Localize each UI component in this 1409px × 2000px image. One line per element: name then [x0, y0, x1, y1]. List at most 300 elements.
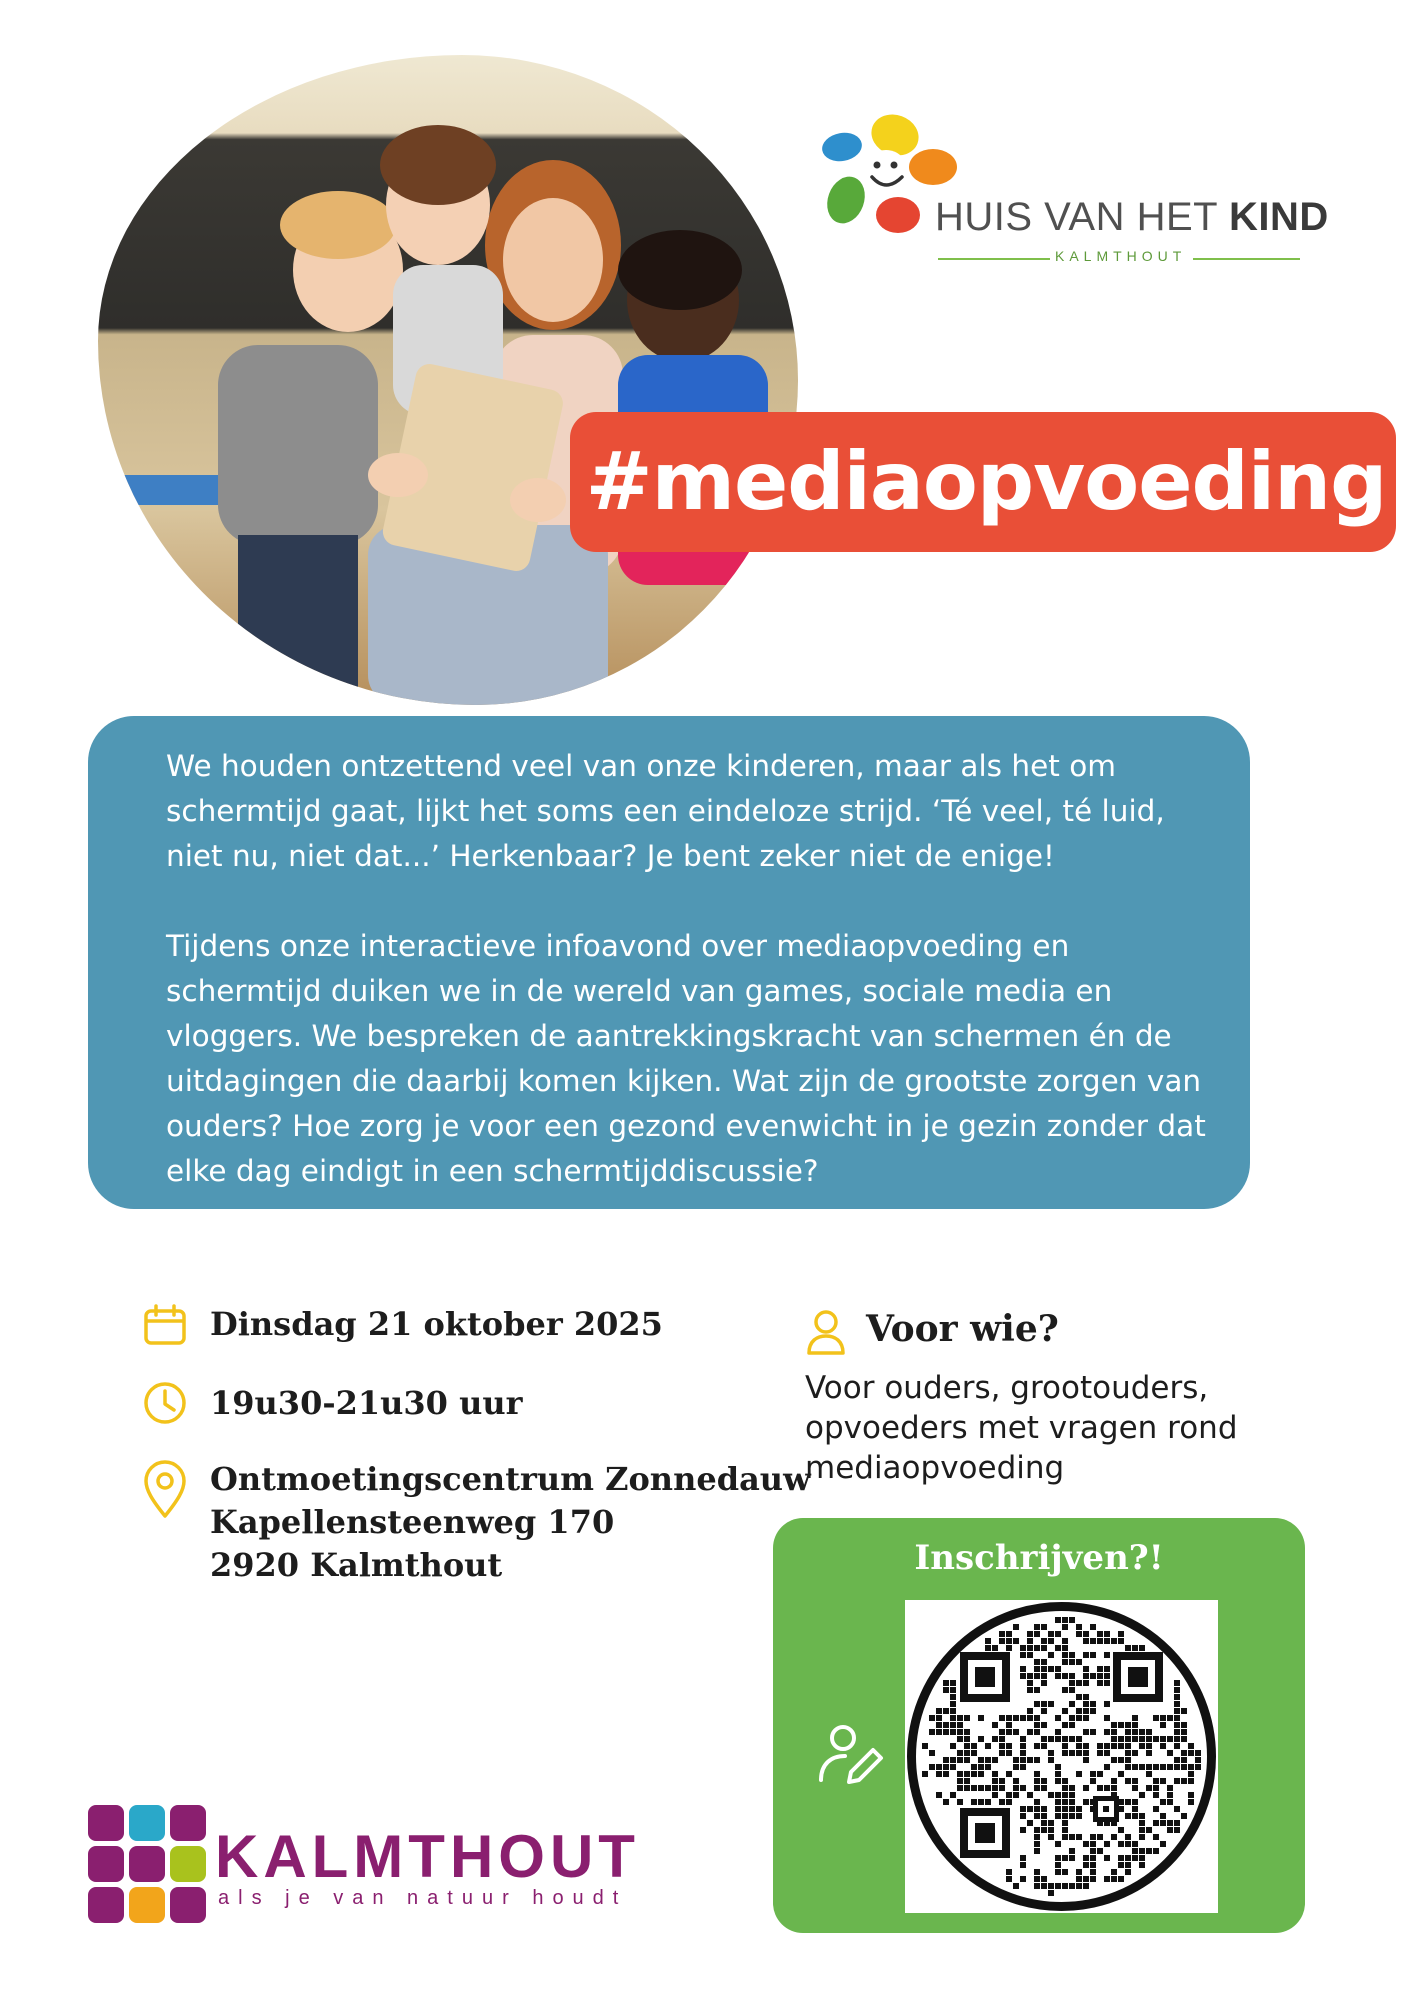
qr-module [1062, 1883, 1068, 1889]
qr-module [1181, 1736, 1187, 1742]
qr-module [1132, 1841, 1138, 1847]
qr-module [1020, 1652, 1026, 1658]
qr-module [1118, 1757, 1124, 1763]
qr-module [1069, 1736, 1075, 1742]
qr-module [1062, 1799, 1068, 1805]
qr-module [1034, 1715, 1040, 1721]
qr-module [950, 1764, 956, 1770]
qr-module [1069, 1652, 1075, 1658]
qr-module [1006, 1771, 1012, 1777]
qr-module [1104, 1841, 1110, 1847]
qr-module [1111, 1743, 1117, 1749]
qr-module [943, 1680, 949, 1686]
qr-module [978, 1764, 984, 1770]
qr-module [1041, 1666, 1047, 1672]
qr-module [1055, 1883, 1061, 1889]
qr-module [1090, 1652, 1096, 1658]
qr-module [1055, 1841, 1061, 1847]
qr-module [992, 1792, 998, 1798]
qr-module [1083, 1876, 1089, 1882]
for-who-title: Voor wie? [866, 1308, 1059, 1350]
qr-module [1062, 1617, 1068, 1623]
qr-module [1076, 1715, 1082, 1721]
qr-module [1160, 1799, 1166, 1805]
qr-module [943, 1799, 949, 1805]
qr-module [1090, 1848, 1096, 1854]
qr-module [1041, 1673, 1047, 1679]
qr-module [1048, 1890, 1054, 1896]
qr-module [1118, 1862, 1124, 1868]
qr-module [1034, 1624, 1040, 1630]
qr-module [999, 1715, 1005, 1721]
qr-module [1034, 1799, 1040, 1805]
qr-module [1027, 1680, 1033, 1686]
kalmthout-logo-tagline: als je van natuur houdt [218, 1887, 628, 1909]
qr-module [1055, 1813, 1061, 1819]
qr-module [1062, 1722, 1068, 1728]
qr-module [1076, 1624, 1082, 1630]
qr-module [1020, 1827, 1026, 1833]
qr-module [1090, 1708, 1096, 1714]
qr-module [1174, 1680, 1180, 1686]
qr-module [1146, 1785, 1152, 1791]
qr-module [1132, 1813, 1138, 1819]
qr-module [929, 1715, 935, 1721]
qr-module [1167, 1764, 1173, 1770]
qr-module [1062, 1827, 1068, 1833]
qr-module [1132, 1736, 1138, 1742]
qr-module [1167, 1799, 1173, 1805]
qr-module [1041, 1659, 1047, 1665]
qr-module [957, 1785, 963, 1791]
qr-module [1013, 1638, 1019, 1644]
qr-module [1118, 1638, 1124, 1644]
qr-module [1104, 1673, 1110, 1679]
qr-module [1062, 1645, 1068, 1651]
qr-module [964, 1750, 970, 1756]
qr-module [1139, 1736, 1145, 1742]
qr-module [1055, 1869, 1061, 1875]
qr-module [1174, 1701, 1180, 1707]
qr-module [1139, 1813, 1145, 1819]
qr-module [1055, 1617, 1061, 1623]
qr-module [957, 1736, 963, 1742]
qr-module [1034, 1771, 1040, 1777]
qr-module [1132, 1848, 1138, 1854]
qr-module [992, 1757, 998, 1763]
qr-module [1062, 1743, 1068, 1749]
qr-module [957, 1771, 963, 1777]
qr-module [1181, 1757, 1187, 1763]
qr-module [1167, 1785, 1173, 1791]
qr-module [1055, 1736, 1061, 1742]
qr-module [1069, 1792, 1075, 1798]
qr-module [1006, 1715, 1012, 1721]
qr-module [1027, 1715, 1033, 1721]
qr-module [1055, 1645, 1061, 1651]
qr-module [971, 1750, 977, 1756]
qr-module [1055, 1799, 1061, 1805]
qr-module [1034, 1659, 1040, 1665]
qr-module [1083, 1743, 1089, 1749]
qr-module [1132, 1806, 1138, 1812]
qr-module [1055, 1778, 1061, 1784]
qr-module [1062, 1708, 1068, 1714]
qr-module [1076, 1694, 1082, 1700]
location-city: 2920 Kalmthout [210, 1546, 503, 1584]
qr-module [1062, 1652, 1068, 1658]
qr-module [1062, 1673, 1068, 1679]
qr-module [1041, 1624, 1047, 1630]
qr-module [1041, 1736, 1047, 1742]
qr-module [1048, 1666, 1054, 1672]
qr-module [999, 1631, 1005, 1637]
qr-module [1034, 1883, 1040, 1889]
qr-module [1125, 1841, 1131, 1847]
qr-module [1055, 1666, 1061, 1672]
qr-module [1104, 1680, 1110, 1686]
qr-module [1125, 1799, 1131, 1805]
qr-module [1069, 1806, 1075, 1812]
qr-module [1111, 1638, 1117, 1644]
qr-module [1027, 1820, 1033, 1826]
qr-module [1013, 1757, 1019, 1763]
qr-module [1062, 1750, 1068, 1756]
qr-module [1055, 1862, 1061, 1868]
qr-module [1139, 1764, 1145, 1770]
qr-module [978, 1757, 984, 1763]
qr-module [1076, 1813, 1082, 1819]
qr-module [1069, 1687, 1075, 1693]
qr-module [1153, 1736, 1159, 1742]
qr-module [1034, 1841, 1040, 1847]
qr-module [1048, 1883, 1054, 1889]
qr-module [1083, 1638, 1089, 1644]
qr-module [1097, 1834, 1103, 1840]
qr-module [992, 1785, 998, 1791]
qr-module [1076, 1750, 1082, 1756]
qr-module [1167, 1827, 1173, 1833]
qr-code-icon [905, 1600, 1218, 1913]
qr-module [1125, 1834, 1131, 1840]
qr-module [1167, 1736, 1173, 1742]
qr-module [1076, 1743, 1082, 1749]
qr-module [1006, 1631, 1012, 1637]
qr-module [1174, 1778, 1180, 1784]
qr-module [1118, 1771, 1124, 1777]
qr-module [1139, 1645, 1145, 1651]
qr-module [1132, 1729, 1138, 1735]
qr-module [957, 1778, 963, 1784]
qr-module [950, 1722, 956, 1728]
qr-module [1174, 1757, 1180, 1763]
qr-module [1041, 1645, 1047, 1651]
qr-module [1083, 1680, 1089, 1686]
qr-module [1034, 1757, 1040, 1763]
qr-module [950, 1701, 956, 1707]
qr-module [1125, 1729, 1131, 1735]
hero-photo [98, 55, 798, 705]
qr-module [978, 1715, 984, 1721]
qr-module [985, 1764, 991, 1770]
qr-module [950, 1680, 956, 1686]
qr-module [1062, 1736, 1068, 1742]
qr-module [964, 1729, 970, 1735]
qr-module [950, 1792, 956, 1798]
qr-module [1062, 1869, 1068, 1875]
qr-module [1062, 1834, 1068, 1840]
qr-module [1111, 1834, 1117, 1840]
qr-module [1139, 1827, 1145, 1833]
qr-module [971, 1764, 977, 1770]
qr-module [1097, 1785, 1103, 1791]
qr-module [1055, 1631, 1061, 1637]
qr-module [1069, 1883, 1075, 1889]
qr-module [1034, 1848, 1040, 1854]
qr-module [1062, 1785, 1068, 1791]
qr-module [1076, 1806, 1082, 1812]
qr-module [1090, 1876, 1096, 1882]
qr-module [1104, 1631, 1110, 1637]
qr-module [1132, 1764, 1138, 1770]
qr-module [964, 1785, 970, 1791]
qr-module [1104, 1743, 1110, 1749]
qr-module [1076, 1680, 1082, 1686]
qr-module [964, 1743, 970, 1749]
qr-module [1125, 1743, 1131, 1749]
qr-module [1076, 1631, 1082, 1637]
qr-module [1195, 1750, 1201, 1756]
qr-module [971, 1743, 977, 1749]
qr-module [999, 1785, 1005, 1791]
qr-module [1020, 1736, 1026, 1742]
qr-module [978, 1785, 984, 1791]
qr-module [1090, 1701, 1096, 1707]
qr-module [1167, 1820, 1173, 1826]
qr-module [978, 1771, 984, 1777]
qr-module [1104, 1701, 1110, 1707]
qr-module [929, 1750, 935, 1756]
qr-module [999, 1638, 1005, 1644]
qr-module [1041, 1820, 1047, 1826]
qr-module [1090, 1862, 1096, 1868]
qr-module [1097, 1631, 1103, 1637]
qr-module [1181, 1729, 1187, 1735]
qr-module [1041, 1876, 1047, 1882]
qr-module [1153, 1806, 1159, 1812]
hvk-divider-right [1193, 258, 1300, 260]
event-location [210, 1458, 811, 1587]
qr-module [950, 1694, 956, 1700]
qr-module [1041, 1827, 1047, 1833]
qr-module [1041, 1778, 1047, 1784]
qr-module [1041, 1785, 1047, 1791]
qr-module [922, 1771, 928, 1777]
qr-module [1006, 1743, 1012, 1749]
qr-module [1013, 1785, 1019, 1791]
qr-module [1027, 1708, 1033, 1714]
qr-module [1111, 1729, 1117, 1735]
qr-module [1125, 1757, 1131, 1763]
qr-module [1104, 1855, 1110, 1861]
qr-module [936, 1722, 942, 1728]
qr-module [1069, 1834, 1075, 1840]
qr-module [1069, 1750, 1075, 1756]
qr-module [992, 1722, 998, 1728]
qr-module [1097, 1666, 1103, 1672]
qr-module [1034, 1645, 1040, 1651]
qr-module [1153, 1848, 1159, 1854]
qr-module [1069, 1617, 1075, 1623]
qr-module [1034, 1687, 1040, 1693]
qr-module [936, 1764, 942, 1770]
qr-module [992, 1645, 998, 1651]
qr-module [1160, 1722, 1166, 1728]
qr-module [1048, 1792, 1054, 1798]
location-pin-icon [142, 1460, 188, 1520]
qr-module [1027, 1792, 1033, 1798]
qr-module [1041, 1883, 1047, 1889]
calendar-icon [142, 1303, 188, 1349]
qr-module [1111, 1869, 1117, 1875]
qr-module [1083, 1883, 1089, 1889]
qr-module [1034, 1785, 1040, 1791]
qr-module [964, 1757, 970, 1763]
qr-module [1013, 1792, 1019, 1798]
qr-module [1125, 1764, 1131, 1770]
qr-module [1006, 1722, 1012, 1728]
qr-module [1188, 1771, 1194, 1777]
qr-module [1090, 1778, 1096, 1784]
hvk-divider-left [938, 258, 1050, 260]
qr-module [985, 1638, 991, 1644]
qr-module [1076, 1771, 1082, 1777]
qr-module [1132, 1722, 1138, 1728]
qr-module [1076, 1736, 1082, 1742]
qr-module [1118, 1841, 1124, 1847]
qr-module [1132, 1750, 1138, 1756]
qr-module [1034, 1813, 1040, 1819]
registration-qr-code[interactable] [905, 1600, 1218, 1913]
qr-module [1111, 1736, 1117, 1742]
huis-van-het-kind-logo [820, 105, 1310, 265]
qr-module [1034, 1827, 1040, 1833]
qr-module [1188, 1792, 1194, 1798]
qr-module [1020, 1855, 1026, 1861]
qr-module [1062, 1813, 1068, 1819]
qr-module [1069, 1799, 1075, 1805]
qr-module [1139, 1792, 1145, 1798]
qr-module [1034, 1729, 1040, 1735]
qr-module [1125, 1862, 1131, 1868]
qr-module [1020, 1813, 1026, 1819]
qr-module [1062, 1778, 1068, 1784]
qr-module [1041, 1680, 1047, 1686]
qr-module [1020, 1785, 1026, 1791]
qr-module [1013, 1883, 1019, 1889]
qr-module [1041, 1638, 1047, 1644]
qr-module [1083, 1750, 1089, 1756]
qr-module [1139, 1848, 1145, 1854]
qr-module [1006, 1869, 1012, 1875]
children-with-tablet-illustration [98, 55, 798, 705]
qr-module [1027, 1673, 1033, 1679]
qr-module [978, 1799, 984, 1805]
qr-module [1055, 1764, 1061, 1770]
qr-module [1097, 1750, 1103, 1756]
qr-module [1027, 1638, 1033, 1644]
qr-module [1048, 1750, 1054, 1756]
qr-module [1174, 1827, 1180, 1833]
hvk-title-bold: KIND [1228, 195, 1329, 239]
qr-module [1034, 1778, 1040, 1784]
qr-module [1125, 1778, 1131, 1784]
qr-module [1090, 1638, 1096, 1644]
qr-module [1104, 1715, 1110, 1721]
qr-module [1111, 1722, 1117, 1728]
qr-module [1020, 1764, 1026, 1770]
qr-module [1188, 1750, 1194, 1756]
qr-module [1153, 1785, 1159, 1791]
qr-module [1076, 1659, 1082, 1665]
qr-module [1048, 1701, 1054, 1707]
qr-module [1083, 1701, 1089, 1707]
qr-module [1020, 1666, 1026, 1672]
qr-module [936, 1715, 942, 1721]
qr-module [1132, 1855, 1138, 1861]
qr-module [943, 1764, 949, 1770]
qr-module [1153, 1715, 1159, 1721]
qr-module [1125, 1813, 1131, 1819]
qr-module [943, 1771, 949, 1777]
qr-module [1104, 1652, 1110, 1658]
intro-text-box [88, 716, 1250, 1209]
qr-module [971, 1799, 977, 1805]
qr-module [1055, 1771, 1061, 1777]
intro-paragraph-2: Tijdens onze interactieve infoavond over mediaopvoeding en schermtijd duiken we in de wereld van games, sociale media en vloggers. We bespreken de aantrekkingskracht van schermen én de uitdagingen die daarbij komen kijken. Wat zijn de grootste zorgen van ouders? Hoe zorg je voor een gezond evenwicht in je gezin zonder dat elke dag eindigt in een schermtijddiscussie? [166, 929, 1206, 1188]
qr-module [1083, 1855, 1089, 1861]
qr-module [992, 1736, 998, 1742]
qr-module [1027, 1645, 1033, 1651]
qr-module [1013, 1778, 1019, 1784]
qr-module [1055, 1806, 1061, 1812]
qr-module [1146, 1750, 1152, 1756]
qr-module [1195, 1757, 1201, 1763]
qr-module [1153, 1820, 1159, 1826]
qr-module [1020, 1876, 1026, 1882]
qr-module [1069, 1813, 1075, 1819]
qr-module [1027, 1687, 1033, 1693]
qr-module [943, 1722, 949, 1728]
qr-module [1062, 1638, 1068, 1644]
qr-module [1090, 1834, 1096, 1840]
qr-module [1174, 1806, 1180, 1812]
qr-module [1132, 1785, 1138, 1791]
qr-module [1125, 1722, 1131, 1728]
qr-module [1111, 1757, 1117, 1763]
qr-module [1125, 1855, 1131, 1861]
qr-module [1090, 1855, 1096, 1861]
qr-module [1167, 1715, 1173, 1721]
qr-module [1125, 1645, 1131, 1651]
qr-module [1174, 1687, 1180, 1693]
qr-module [1139, 1834, 1145, 1840]
qr-module [999, 1778, 1005, 1784]
qr-module [1083, 1708, 1089, 1714]
qr-module [1083, 1631, 1089, 1637]
qr-module [1083, 1666, 1089, 1672]
qr-module [985, 1785, 991, 1791]
